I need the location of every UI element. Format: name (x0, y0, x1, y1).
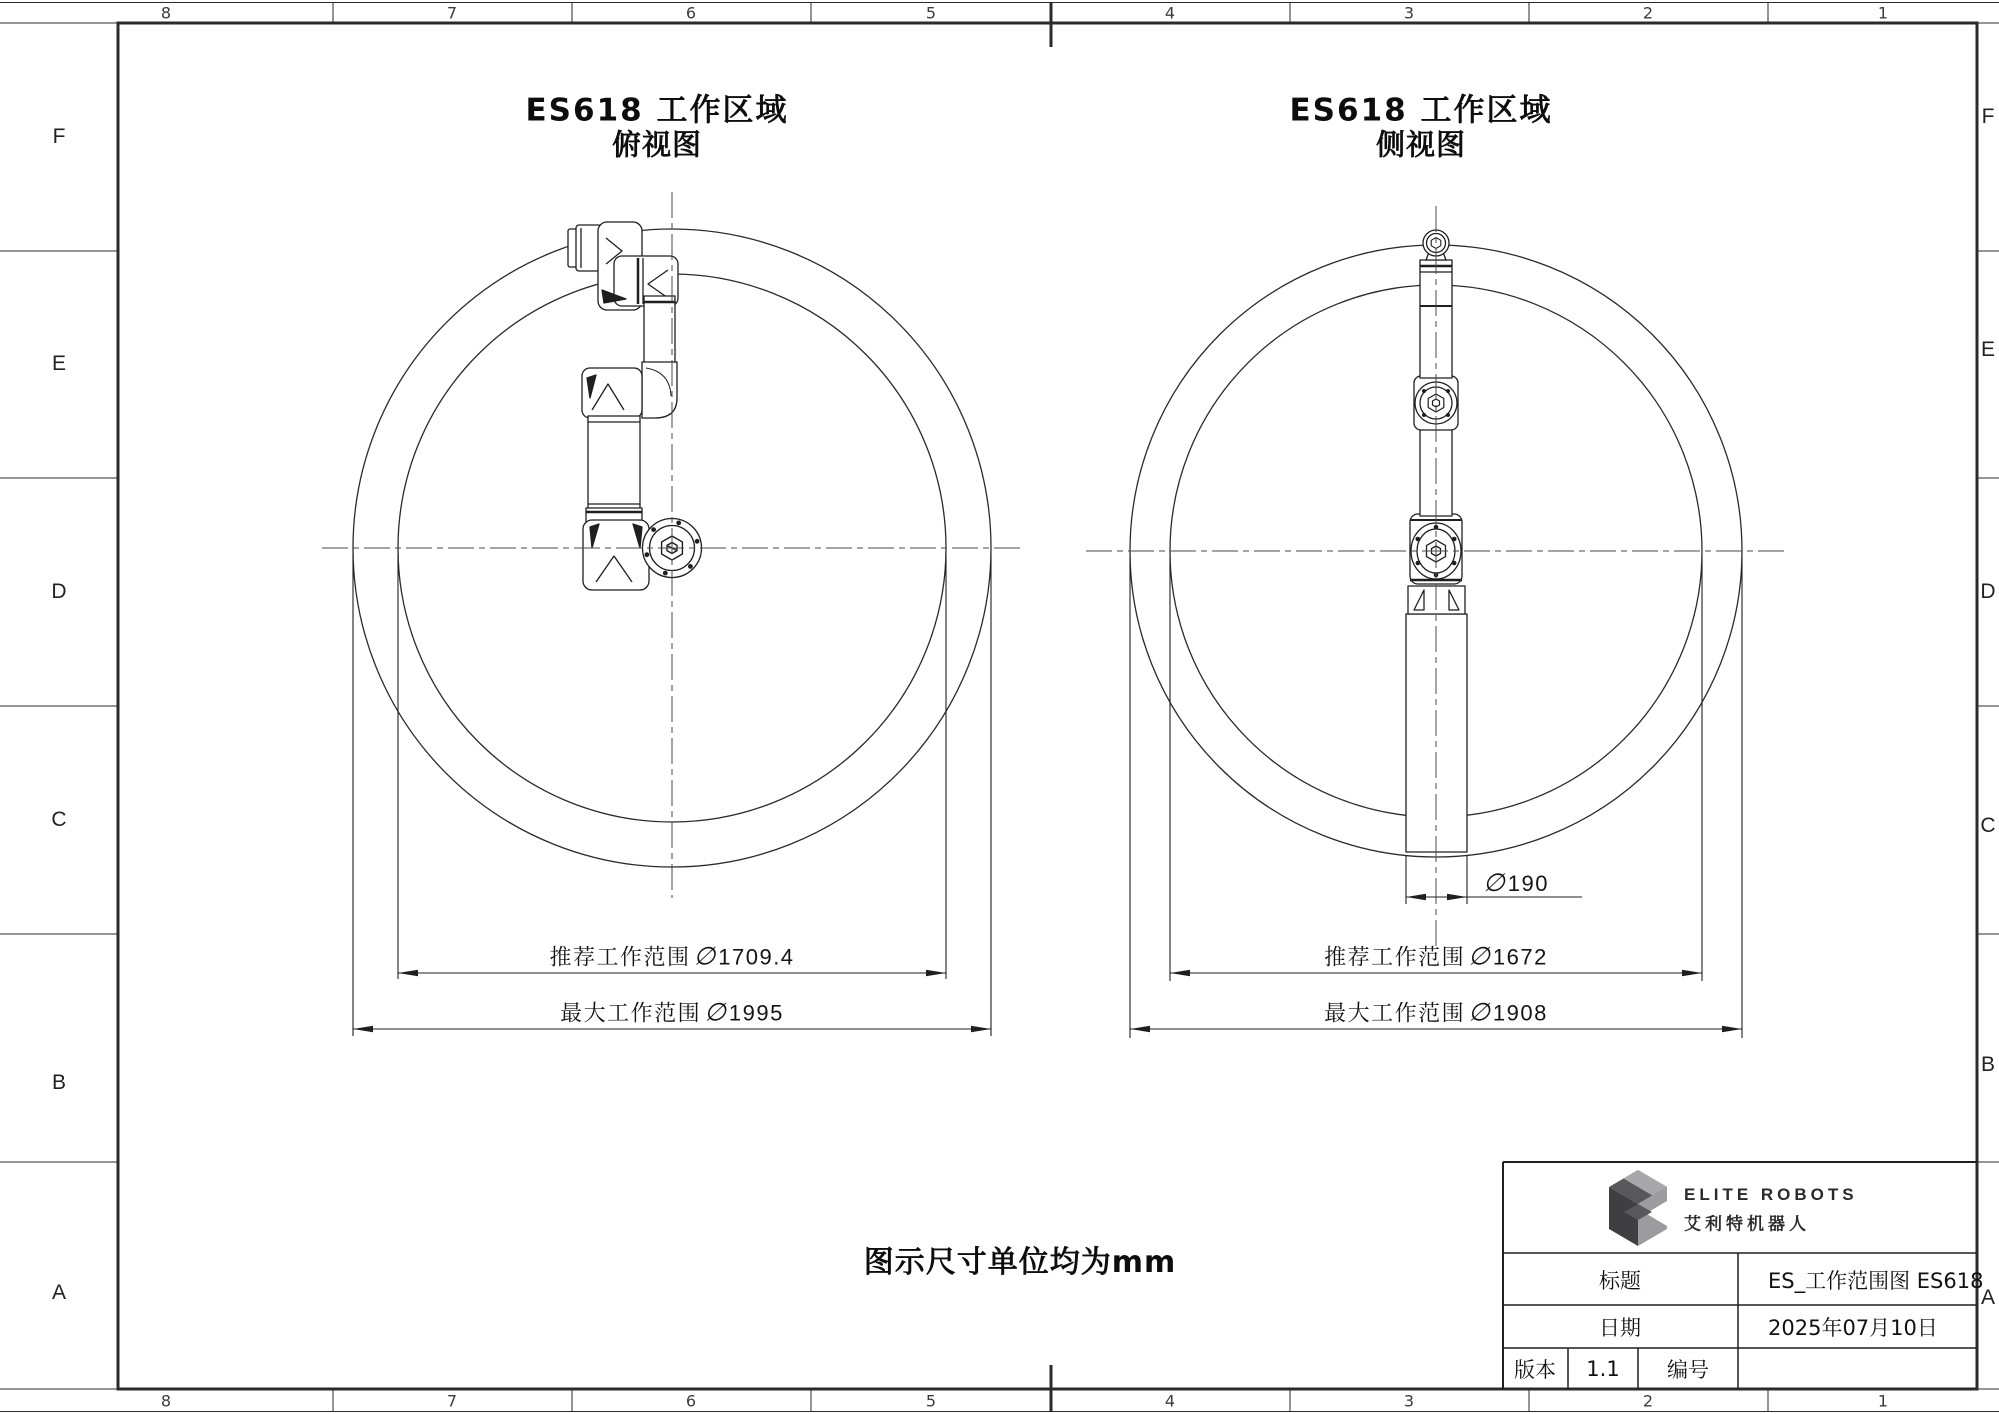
zone-col-7-top: 7 (446, 3, 458, 23)
zone-col-2-top: 2 (1642, 3, 1654, 23)
version-value: 1.1 (1586, 1357, 1620, 1381)
centerlines (322, 192, 1788, 946)
brand-name-cn: 艾利特机器人 (1684, 1214, 1810, 1235)
brand-name-en: ELITE ROBOTS (1684, 1185, 1858, 1204)
zone-row-e-right: E (1980, 338, 1996, 361)
zone-col-8-top: 8 (160, 3, 172, 23)
work-range-circles (353, 229, 1742, 867)
top-view-title: ES618 工作区域 (525, 92, 789, 129)
dim-label: 推荐工作范围 (549, 944, 691, 970)
dim-label: 推荐工作范围 (1324, 944, 1466, 970)
dim-recommended-side-view (1324, 941, 1548, 972)
title-label: 标题 (1599, 1269, 1641, 1293)
diameter-symbol: ∅ (704, 998, 726, 1027)
zone-row-f-left: F (52, 125, 66, 148)
zone-col-3-bottom: 3 (1403, 1391, 1415, 1411)
zone-col-5-top: 5 (925, 3, 937, 23)
dim-value: 1908 (1492, 1000, 1548, 1026)
zone-row-d-left: D (51, 580, 67, 603)
zone-row-e-left: E (51, 352, 67, 375)
zone-col-3-top: 3 (1403, 3, 1415, 23)
zone-col-4-top: 4 (1164, 3, 1176, 23)
dim-label: 最大工作范围 (1324, 1000, 1466, 1026)
title-value: ES_工作范围图 ES618 (1768, 1269, 1984, 1293)
number-label: 编号 (1667, 1358, 1709, 1382)
date-label: 日期 (1599, 1316, 1641, 1340)
side-view-title: ES618 工作区域 (1289, 92, 1553, 129)
zone-row-c-left: C (51, 808, 67, 831)
zone-col-5-bottom: 5 (925, 1391, 937, 1411)
elite-robots-logo-icon (1609, 1170, 1667, 1246)
zone-row-a-right: A (1980, 1286, 1996, 1309)
zone-col-6-top: 6 (685, 3, 697, 23)
zone-col-1-bottom: 1 (1877, 1391, 1889, 1411)
zone-col-1-top: 1 (1877, 3, 1889, 23)
dim-max-side-view (1324, 997, 1548, 1028)
robot-arm-top-view (568, 222, 702, 590)
date-value: 2025年07月10日 (1768, 1316, 1938, 1340)
zone-row-f-right: F (1981, 105, 1995, 128)
zone-row-c-right: C (1980, 814, 1996, 837)
diameter-symbol: ∅ (1468, 998, 1490, 1027)
dim-recommended-top-view (549, 941, 794, 972)
zone-row-b-right: B (1980, 1053, 1996, 1076)
top-view-subtitle: 俯视图 (611, 127, 703, 162)
units-note: 图示尺寸单位均为mm (863, 1245, 1177, 1280)
diameter-symbol: ∅ (1468, 942, 1490, 971)
zone-col-7-bottom: 7 (446, 1391, 458, 1411)
zone-row-d-right: D (1980, 580, 1996, 603)
diameter-symbol: ∅ (1483, 869, 1505, 897)
side-view-subtitle: 侧视图 (1375, 127, 1467, 162)
version-label: 版本 (1514, 1358, 1556, 1382)
zone-row-b-left: B (51, 1071, 67, 1094)
diameter-symbol: ∅ (693, 942, 716, 971)
dim-value: 1709.4 (718, 944, 795, 970)
dim-value: 190 (1507, 871, 1549, 896)
zone-col-8-bottom: 8 (160, 1391, 172, 1411)
dim-max-top-view (560, 997, 784, 1028)
zone-col-6-bottom: 6 (685, 1391, 697, 1411)
zone-row-a-left: A (51, 1281, 67, 1304)
dim-value: 1995 (728, 1000, 784, 1026)
dim-value: 1672 (1492, 944, 1548, 970)
dim-base-diameter (1480, 868, 1549, 898)
zone-col-4-bottom: 4 (1164, 1391, 1176, 1411)
dim-label: 最大工作范围 (560, 1000, 702, 1026)
zone-col-2-bottom: 2 (1642, 1391, 1654, 1411)
